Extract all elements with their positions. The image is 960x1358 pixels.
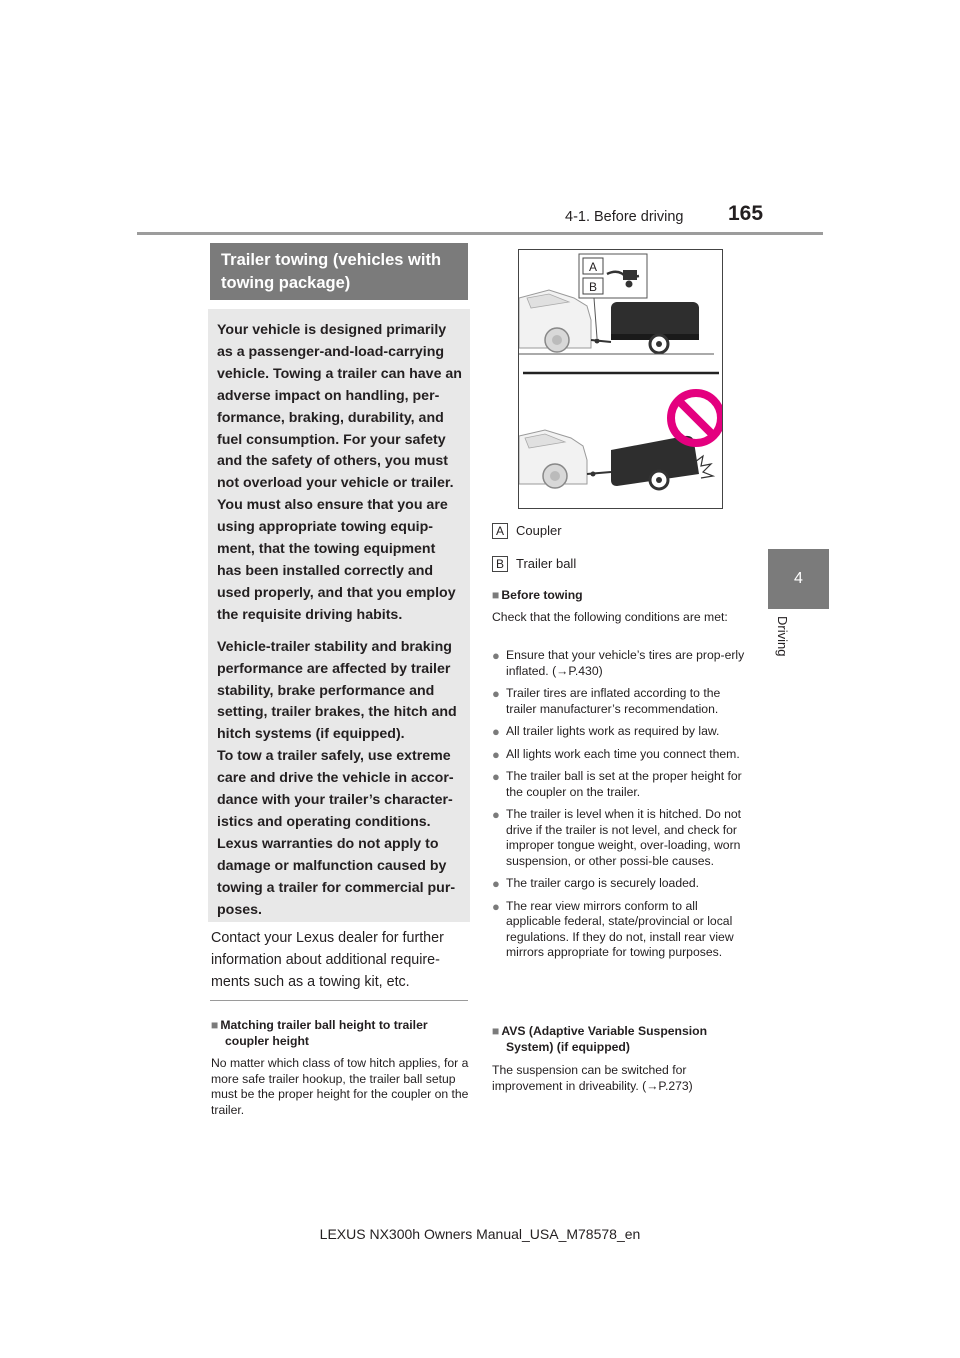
bullet-icon: ●	[492, 746, 500, 762]
bullet-icon: ●	[492, 898, 500, 914]
avs-body: The suspension can be switched for improvement in driveability. (→P.273)	[492, 1063, 693, 1093]
bullet-icon: ●	[492, 724, 500, 739]
bullet-icon: ●	[492, 807, 500, 822]
chapter-tab	[768, 549, 829, 609]
intro-paragraph: Vehicle-trailer stability and braking performance are affected by trailer stability, brake performance and setting, trailer brakes, the hitch and hitch systems (if equipped).	[217, 638, 457, 743]
prohibited-icon	[671, 393, 721, 443]
intro-paragraph: Your vehicle is designed primarily as a passenger-and-load-carrying vehicle. Towing a trailer can have an adverse impact on handling, per-formance, braking, durability, and fuel consumption. For your safety and the safety of others, you must not overload your vehicle or trailer. You must also ensure that you are using appropriate towing equip-ment, that the towing equipment has been installed correctly and used properly, and that you employ the requisite driving habits.	[217, 322, 462, 623]
column-divider	[210, 1000, 468, 1001]
chapter-label	[774, 616, 794, 676]
square-bullet-icon: ■	[492, 588, 500, 602]
bullet-icon: ●	[492, 686, 500, 701]
matching-heading: ■ Matching trailer ball height to trailer coupler height	[211, 1018, 428, 1048]
intro-callout	[208, 309, 470, 922]
page-number: 165	[728, 202, 764, 225]
list-item: ● The trailer ball is set at the proper height for the coupler on the trailer.	[492, 769, 742, 799]
square-bullet-icon: ■	[492, 1024, 500, 1038]
section-heading-text: Trailer towing (vehicles with towing package)	[221, 251, 442, 292]
contact-paragraph: Contact your Lexus dealer for further information about additional require-ments such as a towing kit, etc.	[211, 930, 444, 990]
level-trailer-scene	[519, 254, 714, 354]
legend-key: A	[492, 523, 508, 539]
legend-text: Trailer ball	[516, 556, 577, 572]
list-item: ● The rear view mirrors conform to all applicable federal, state/provincial or local regulations. If they do not, install rear view mirrors appropriate for towing purposes.	[492, 898, 734, 959]
matching-body: No matter which class of tow hitch applies, for a more safe trailer hookup, the trailer ball setup must be the proper height for the coupler on the trailer.	[211, 1056, 469, 1117]
manual-footer: LEXUS NX300h Owners Manual_USA_M78578_en	[319, 1226, 641, 1242]
header-divider	[137, 232, 823, 235]
square-bullet-icon: ■	[211, 1018, 219, 1032]
towing-diagram	[519, 250, 722, 508]
before-towing-intro: Check that the following conditions are met:	[492, 610, 728, 624]
list-item: ● Trailer tires are inflated according to the trailer manufacturer’s recommendation.	[492, 686, 721, 716]
chapter-label-text: Driving	[775, 616, 790, 657]
bullet-icon: ●	[492, 769, 500, 784]
legend-text: Coupler	[516, 523, 562, 539]
bullet-icon: ●	[492, 648, 500, 663]
legend-item-a	[492, 522, 562, 539]
legend-item-b	[492, 555, 576, 572]
list-item: ● All trailer lights work as required by law.	[492, 724, 720, 739]
label-b: B	[589, 280, 598, 294]
list-item: ● Ensure that your vehicle’s tires are prop-erly inflated. (→P.430)	[492, 648, 745, 678]
conditions-list	[492, 648, 748, 968]
label-a: A	[589, 260, 598, 274]
chapter-number: 4	[794, 570, 803, 587]
bullet-icon: ●	[492, 876, 500, 891]
avs-heading: ■ AVS (Adaptive Variable Suspension System) (if equipped)	[492, 1024, 708, 1054]
intro-paragraph: To tow a trailer safely, use extreme care and drive the vehicle in accor-dance with your trailer’s character-istics and operating conditions.	[217, 748, 454, 830]
before-towing-heading: ■ Before towing	[492, 588, 583, 602]
legend-key: B	[492, 556, 508, 572]
list-item: ● The trailer is level when it is hitched. Do not drive if the trailer is not level, and check for improper tongue weight, over-loading, worn suspension, or other possi-ble causes.	[492, 807, 742, 868]
section-heading	[210, 243, 468, 300]
list-item: ● The trailer cargo is securely loaded.	[492, 876, 700, 891]
list-item: ● All lights work each time you connect them.	[492, 746, 740, 762]
towing-illustration	[518, 249, 723, 509]
section-title: 4-1. Before driving	[565, 209, 684, 225]
intro-paragraph: Lexus warranties do not apply to damage or malfunction caused by towing a trailer for commercial pur-poses.	[217, 835, 456, 918]
